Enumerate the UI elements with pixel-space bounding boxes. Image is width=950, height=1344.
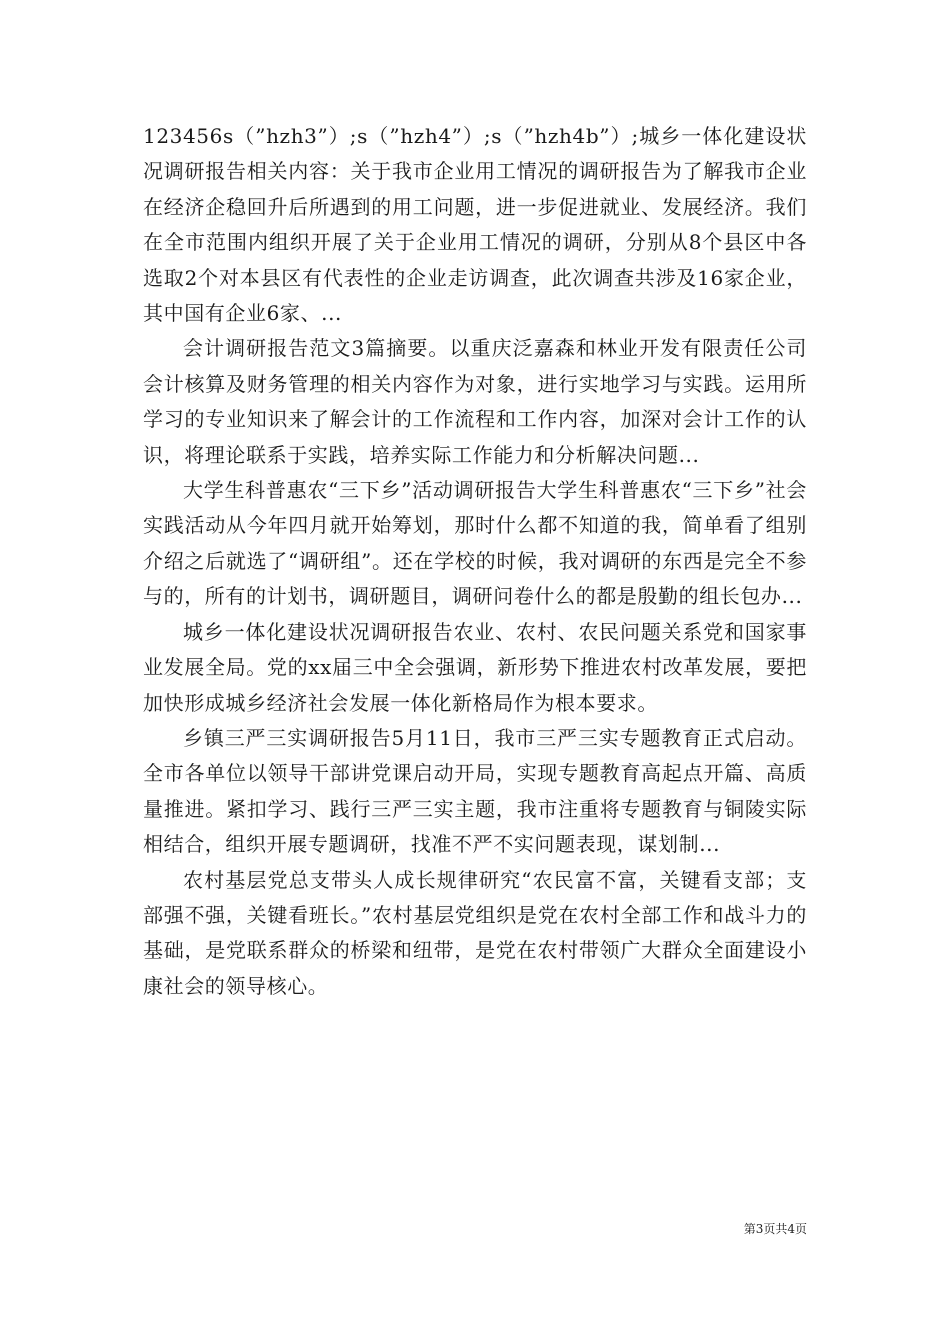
paragraph-4: 城乡一体化建设状况调研报告农业、农村、农民问题关系党和国家事业发展全局。党的xx届三中全会强调，新形势下推进农村改革发展，要把加快形成城乡经济社会发展一体化新格局作为根本要求。 bbox=[143, 619, 807, 715]
paragraph-2: 会计调研报告范文3篇摘要。以重庆泛嘉森和林业开发有限责任公司会计核算及财务管理的相关内容作为对象，进行实地学习与实践。运用所学习的专业知识来了解会计的工作流程和工作内容，加深对会计工作的认识，将理论联系于实践，培养实际工作能力和分析解决问题... bbox=[143, 336, 807, 467]
paragraph-6: 农村基层党总支带头人成长规律研究“农民富不富，关键看支部；支部强不强，关键看班长。”农村基层党组织是党在农村全部工作和战斗力的基础，是党联系群众的桥梁和纽带，是党在农村带领广大群众全面建设小康社会的领导核心。 bbox=[143, 867, 807, 998]
page-number: 第3页共4页 bbox=[743, 1222, 807, 1236]
paragraph-1: 123456s（”hzh3”）;s（”hzh4”）;s（”hzh4b”）;城乡一体化建设状况调研报告相关内容：关于我市企业用工情况的调研报告为了解我市企业在经济企稳回升后所遇到的用工问题，进一步促进就业、发展经济。我们在全市范围内组织开展了关于企业用工情况的调研，分别从8个县区中各选取2个对本县区有代表性的企业走访调查，此次调查共涉及16家企业，其中国有企业6家、... bbox=[143, 124, 807, 326]
paragraph-3: 大学生科普惠农“三下乡”活动调研报告大学生科普惠农“三下乡”社会实践活动从今年四月就开始筹划，那时什么都不知道的我，简单看了组别介绍之后就选了“调研组”。还在学校的时候，我对调研的东西是完全不参与的，所有的计划书，调研题目，调研问卷什么的都是殷勤的组长包办... bbox=[143, 478, 807, 609]
paragraph-5: 乡镇三严三实调研报告5月11日，我市三严三实专题教育正式启动。全市各单位以领导干部讲党课启动开局，实现专题教育高起点开篇、高质量推进。紧扣学习、践行三严三实主题，我市注重将专题教育与铜陵实际相结合，组织开展专题调研，找准不严不实问题表现，谋划制... bbox=[143, 725, 807, 857]
document-body bbox=[143, 119, 807, 1004]
